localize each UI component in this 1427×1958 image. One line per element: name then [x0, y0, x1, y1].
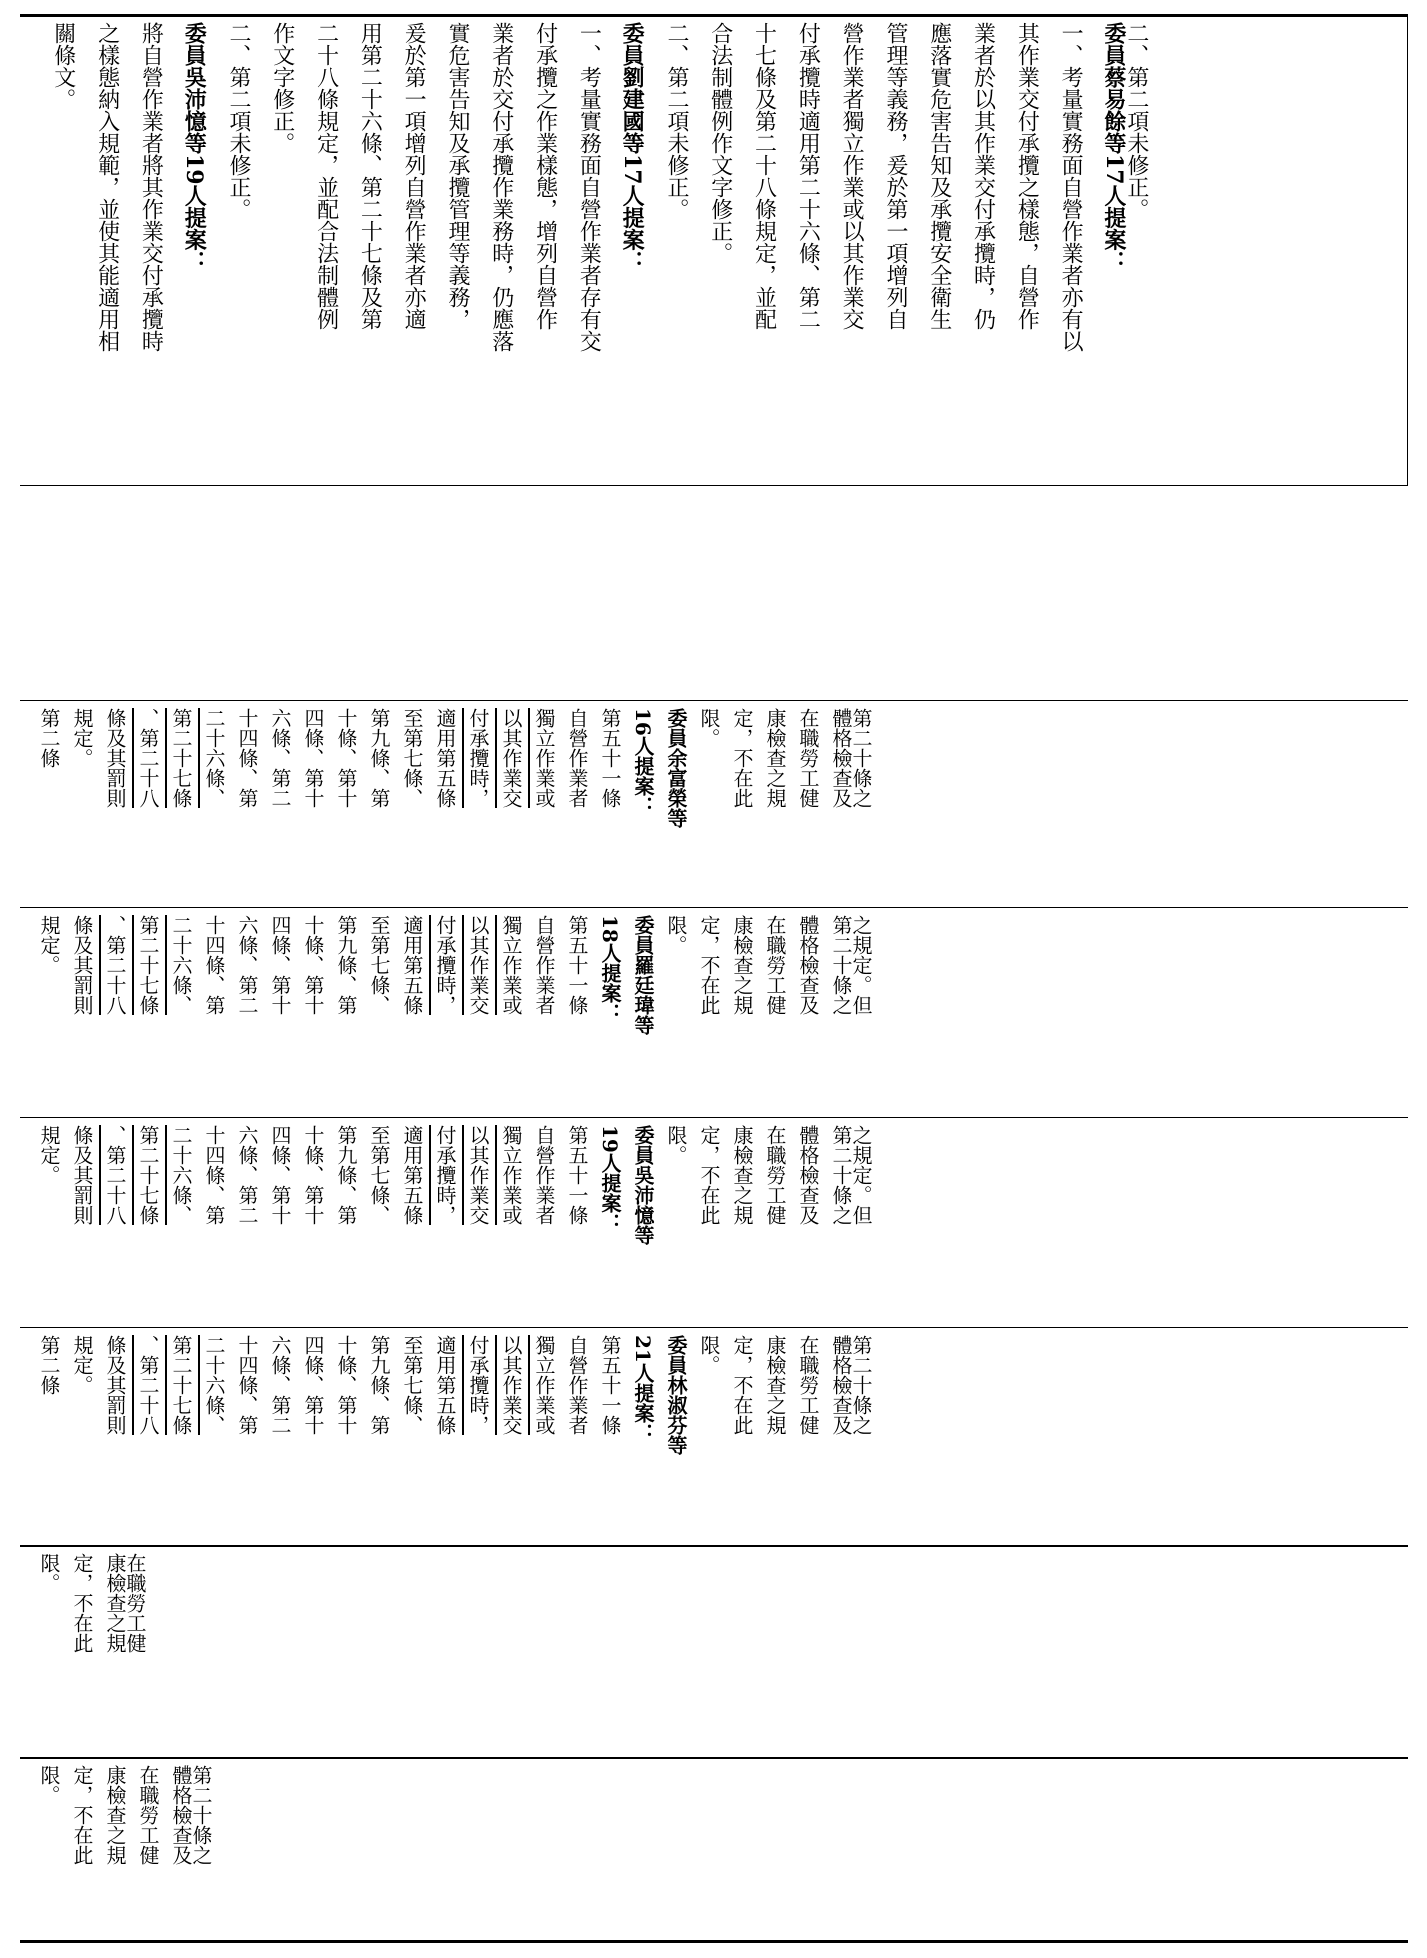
bottom-border: [20, 1940, 1408, 1943]
text-line: 適用第五條: [400, 1125, 424, 1225]
text-line: 自營作業者: [565, 1335, 589, 1435]
text-line: 第二條: [37, 1335, 61, 1395]
divider-6: [20, 1545, 1408, 1547]
text-line: 限。: [37, 1765, 61, 1805]
divider-4: [20, 1117, 1408, 1118]
text-line: 、第二十八: [136, 708, 160, 808]
text-line: 以其作業交: [499, 708, 523, 808]
text-line: 至第七條、: [367, 915, 391, 1015]
text-line: 二十六條、: [202, 1335, 226, 1435]
text-line: 16人提案：: [631, 708, 655, 816]
text-line: 委員余富榮等: [664, 708, 688, 828]
text-line: 康檢查之規: [763, 1335, 787, 1435]
text-line: 體格檢查及: [829, 708, 853, 808]
text-line: 限。: [664, 1125, 688, 1165]
text-line: 適用第五條: [433, 1335, 457, 1435]
text-line: 六條、第二: [268, 708, 292, 808]
text-line: 委員劉建國等17人提案：: [619, 22, 646, 273]
text-line: 在職勞工健: [123, 1553, 147, 1653]
text-line: 體格檢查及: [796, 915, 820, 1015]
text-line: 作文字修正。: [269, 22, 295, 154]
text-line: 自營作業者: [532, 1125, 556, 1225]
text-line: 十四條、第: [202, 1125, 226, 1225]
section-gap-line: [1407, 14, 1408, 486]
text-line: 之規定。但: [849, 915, 873, 1015]
text-line: 定，不在此: [697, 915, 721, 1015]
explanation-section: [30, 22, 1147, 467]
text-line: 十條、第十: [301, 1125, 325, 1225]
text-line: 實危害告知及承攬管理等義務，: [444, 22, 470, 330]
text-line: 四條、第十: [268, 915, 292, 1015]
text-line: 條及其罰則: [70, 1125, 94, 1225]
text-line: 規定。: [37, 1125, 61, 1185]
text-line: 第二十條之: [849, 708, 873, 808]
text-line: 四條、第十: [268, 1125, 292, 1225]
text-line: 定，不在此: [70, 1553, 94, 1653]
text-line: 委員林淑芬等: [664, 1335, 688, 1455]
original-law-fragment: [26, 1765, 211, 1935]
text-line: 以其作業交: [466, 915, 490, 1015]
text-line: 獨立作業或: [499, 915, 523, 1015]
text-line: 至第七條、: [367, 1125, 391, 1225]
text-line: 19人提案：: [598, 1125, 622, 1233]
text-line: 以其作業交: [466, 1125, 490, 1225]
text-line: 第五十一條: [598, 708, 622, 808]
text-line: 適用第五條: [433, 708, 457, 808]
text-line: 二、第二項未修正。: [663, 22, 689, 220]
text-line: 第二十七條: [169, 708, 193, 808]
text-line: 在職勞工健: [763, 915, 787, 1015]
text-line: 付承攬時，: [466, 1335, 490, 1435]
text-line: 獨立作業或: [532, 1335, 556, 1435]
text-line: 定，不在此: [70, 1765, 94, 1865]
text-line: 第二條: [37, 708, 61, 768]
text-line: 委員吳沛憶等19人提案：: [181, 22, 208, 273]
text-line: 定，不在此: [730, 1335, 754, 1435]
text-line: 體格檢查及: [169, 1765, 193, 1865]
text-line: 以其作業交: [499, 1335, 523, 1435]
text-line: 自營作業者: [565, 708, 589, 808]
text-line: 、第二十八: [136, 1335, 160, 1435]
text-line: 限。: [37, 1553, 61, 1593]
text-line: 在職勞工健: [763, 1125, 787, 1225]
text-line: 付承攬時，: [433, 915, 457, 1015]
text-line: 用第二十六條、第二十七條及第: [357, 22, 383, 330]
text-line: 十四條、第: [235, 708, 259, 808]
text-line: 二十六條、: [169, 915, 193, 1015]
text-line: 第九條、第: [367, 708, 391, 808]
text-line: 一、考量實務面自營作業者亦有以: [1058, 22, 1084, 352]
text-line: 限。: [697, 1335, 721, 1375]
text-line: 十四條、第: [235, 1335, 259, 1435]
text-line: 至第七條、: [400, 1335, 424, 1435]
text-line: 適用第五條: [400, 915, 424, 1015]
text-line: 六條、第二: [235, 1125, 259, 1225]
text-line: 第五十一條: [598, 1335, 622, 1435]
divider-1: [20, 485, 1408, 486]
text-line: 規定。: [70, 1335, 94, 1395]
text-line: 管理等義務，爰於第一項增列自: [882, 22, 908, 330]
proposal-lo-ting-wei: [26, 915, 871, 1105]
divider-3: [20, 907, 1408, 908]
text-line: 、第二十八: [103, 915, 127, 1015]
text-line: 付承攬時，: [466, 708, 490, 808]
proposal-lin-shu-fen: [26, 1335, 871, 1535]
text-line: 合法制體例作文字修正。: [707, 22, 733, 264]
text-line: 第五十一條: [565, 1125, 589, 1225]
text-line: 條及其罰則: [103, 708, 127, 808]
text-line: 業者於以其作業交付承攬時，仍: [970, 22, 996, 330]
text-line: 付承攬時適用第二十六條、第二: [795, 22, 821, 330]
divider-2: [20, 700, 1408, 701]
text-line: 第九條、第: [334, 915, 358, 1015]
text-line: 營作業者獨立作業或以其作業交: [839, 22, 865, 330]
text-line: 四條、第十: [301, 708, 325, 808]
text-line: 十條、第十: [334, 1335, 358, 1435]
text-line: 獨立作業或: [532, 708, 556, 808]
text-line: 規定。: [70, 708, 94, 768]
text-line: 應落實危害告知及承攬安全衛生: [926, 22, 952, 330]
text-line: 條及其罰則: [70, 915, 94, 1015]
text-line: 第九條、第: [334, 1125, 358, 1225]
proposal-yu-fu-rong: [26, 708, 871, 898]
text-line: 在職勞工健: [796, 1335, 820, 1435]
text-line: 其作業交付承攬之樣態，自營作: [1014, 22, 1040, 330]
text-line: 第二十條之: [829, 915, 853, 1015]
text-line: 條及其罰則: [103, 1335, 127, 1435]
text-line: 至第七條、: [400, 708, 424, 808]
text-line: 18人提案：: [598, 915, 622, 1023]
text-line: 第二十條之: [189, 1765, 213, 1865]
text-line: 獨立作業或: [499, 1125, 523, 1225]
text-line: 自營作業者: [532, 915, 556, 1015]
text-line: 限。: [697, 708, 721, 748]
text-line: 第二十七條: [136, 1125, 160, 1225]
text-line: 康檢查之規: [763, 708, 787, 808]
text-line: 在職勞工健: [136, 1765, 160, 1865]
text-line: 委員羅廷瑋等: [631, 915, 655, 1035]
divider-5: [20, 1327, 1408, 1328]
text-line: 第九條、第: [367, 1335, 391, 1435]
text-line: 十七條及第二十八條規定，並配: [751, 22, 777, 330]
text-line: 康檢查之規: [730, 1125, 754, 1225]
text-line: 十條、第十: [301, 915, 325, 1015]
text-line: 之樣態納入規範，並使其能適用相: [94, 22, 120, 352]
text-line: 定，不在此: [730, 708, 754, 808]
text-line: 康檢查之規: [103, 1765, 127, 1865]
text-line: 付承攬時，: [433, 1125, 457, 1225]
text-line: 六條、第二: [235, 915, 259, 1015]
text-line: 第二十七條: [169, 1335, 193, 1435]
text-line: 六條、第二: [268, 1335, 292, 1435]
text-line: 體格檢查及: [829, 1335, 853, 1435]
text-line: 二、第二項未修正。: [225, 22, 251, 220]
text-line: 康檢查之規: [730, 915, 754, 1015]
text-line: 體格檢查及: [796, 1125, 820, 1225]
text-line: 業者於交付承攬作業務時，仍應落: [488, 22, 514, 352]
text-line: 二十六條、: [169, 1125, 193, 1225]
text-line: 爰於第一項增列自營作業者亦適: [401, 22, 427, 330]
text-line: 定，不在此: [697, 1125, 721, 1225]
text-line: 第二十七條: [136, 915, 160, 1015]
text-line: 之規定。但: [849, 1125, 873, 1225]
divider-7: [20, 1757, 1408, 1759]
text-line: 二、第二項未修正。: [1123, 22, 1149, 220]
text-line: 十四條、第: [202, 915, 226, 1015]
text-line: 限。: [664, 915, 688, 955]
current-law-fragment: [26, 1553, 145, 1743]
text-line: 將自營作業者將其作業交付承攬時: [138, 22, 164, 352]
text-line: 委員蔡易餘等17人提案：: [1100, 22, 1127, 273]
text-line: 第二十條之: [849, 1335, 873, 1435]
text-line: 第五十一條: [565, 915, 589, 1015]
text-line: 二十八條規定，並配合法制體例: [313, 22, 339, 330]
text-line: 四條、第十: [301, 1335, 325, 1435]
top-border: [20, 14, 1408, 17]
text-line: 在職勞工健: [796, 708, 820, 808]
text-line: 一、考量實務面自營作業者存有交: [576, 22, 602, 352]
text-line: 付承攬之作業樣態，增列自營作: [532, 22, 558, 330]
proposal-wu-pei-yi: [26, 1125, 871, 1315]
text-line: 、第二十八: [103, 1125, 127, 1225]
text-line: 委員吳沛憶等: [631, 1125, 655, 1245]
text-line: 二十六條、: [202, 708, 226, 808]
text-line: 21人提案：: [631, 1335, 655, 1443]
text-line: 十條、第十: [334, 708, 358, 808]
text-line: 規定。: [37, 915, 61, 975]
text-line: 關條文。: [50, 22, 76, 110]
text-line: 康檢查之規: [103, 1553, 127, 1653]
text-line: 第二十條之: [829, 1125, 853, 1225]
